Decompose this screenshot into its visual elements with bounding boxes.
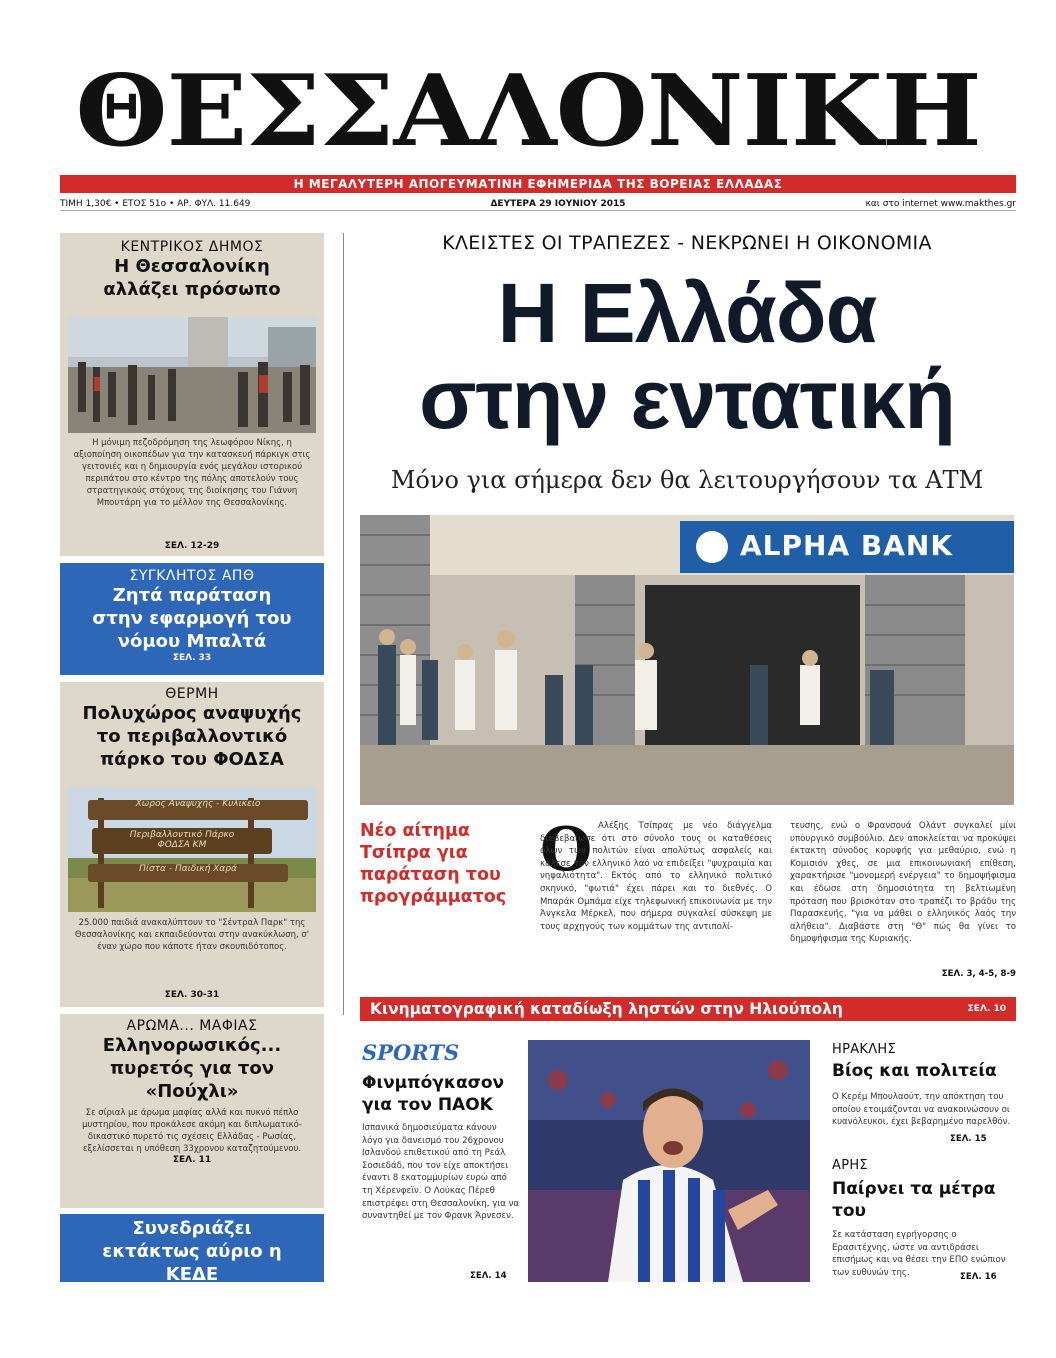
lead-column-1: Αλέξης Τσίπρας με νέο διάγγελμα διαβεβαίωσε ότι στο σύνολο τους οι καταθέσεις όλων των πολιτών είναι απολύτως ασφαλείς και κάλεσε τον ελληνικό λαό να επιδείξει "ψυχραιμία και νηφαλιότητα". Εκτός από το ελληνικό πολιτικό σκηνικό, "φωτιά" έχει πάρει και το διεθνές. Ο Μπαράκ Ομπάμα είχε τηλεφωνική επικοινωνία με την Άνγκελα Μέρκελ, που σήμερα συγκαλεί σύσκεψη με τους αρχηγούς των κομμάτων της αντιπολί- xyxy=(540,821,772,932)
sign-line-3: Πίστα - Παιδική Χαρά xyxy=(139,864,237,874)
story-headline: Πολυχώρος αναψυχής το περιβαλλοντικό πάρκο του ΦΟΔΣΑ xyxy=(82,703,302,770)
sidebar-story-kede[interactable] xyxy=(60,1214,324,1296)
sports-headline: Φινμπόγκασον για τον ΠΑΟΚ xyxy=(362,1073,505,1115)
football-player-photo xyxy=(528,1040,810,1282)
sidebar-story-center[interactable] xyxy=(60,233,324,556)
bank-sign-text: ALPHA BANK xyxy=(740,529,954,562)
story-page: ΣΕΛ. 33 xyxy=(172,653,212,663)
brief-text-iraklis: Ο Κερέμ Μπουλαούτ, την απόκτηση του οποίου ετοιμάζονται να ανακοινώσουν οι κυανόλευκοι, έχει βεβαρημένο παρελθόν. xyxy=(832,1092,1011,1128)
story-kicker: ΚΕΝΤΡΙΚΟΣ ΔΗΜΟΣ xyxy=(120,239,264,255)
story-kicker: ΣΥΓΚΛΗΤΟΣ ΑΠΘ xyxy=(129,568,255,584)
lead-pages: ΣΕΛ. 3, 4-5, 8-9 xyxy=(941,969,1016,979)
brief-headline-aris: Παίρνει τα μέτρα του xyxy=(832,1179,996,1221)
story-text: Σε σίριαλ με άρωμα μαφίας αλλά και πυκνό πέπλο μυστηρίου, που προκάλεσε ακόμη και διπλωματικό-δικαστικό πυρετό τις σχέσεις Ελλάδας - Ρωσίας, εξελίσσεται η υπόθεση 33χρονου καταζητούμενου. xyxy=(82,1108,302,1154)
info-bar xyxy=(60,197,1016,211)
issue-date: ΔΕΥΤΕΡΑ 29 ΙΟΥΝΙΟΥ 2015 xyxy=(490,198,626,209)
lead-column-2: τευσης, ενώ ο Φρανσουά Ολάντ συγκαλεί μίνι υπουργικό συμβούλιο. Δεν αποκλείεται να προκύψει έκτακτη σύνοδος κορυφής για μεθαύριο, ενώ η Κομισιόν χθες, σε μια επικοινωνιακή επίθεση, χαρακτήρισε "μονομερή ενέργεια" το δημοψήφισμα και έδωσε στη δημοσιότητα τη βελτιωμένη πρόταση που βρισκόταν στο τραπέζι το βράδυ της Παρασκευής, "για να μάθει ο ελληνικός λαός την αλήθεια". Διαβάστε στη "Θ" πώς θα γίνει το δημοψήφισμα της Κυριακής. xyxy=(790,821,1016,945)
price-info: ΤΙΜΗ 1,30€ • ΕΤΟΣ 51ο • ΑΡ. ΦΥΛ. 11.649 xyxy=(60,198,251,209)
story-page: ΣΕΛ. 30-31 xyxy=(164,990,220,1000)
promenade-photo xyxy=(68,317,316,433)
story-headline: Ζητά παράταση στην εφαρμογή του νόμου Μπαλτά xyxy=(92,585,292,652)
newspaper-title: ΘΕΣΣΑΛΟΝΙΚΗ xyxy=(75,54,981,169)
sign-line-1: Χώρος Αναψυχής - Κυλικείο xyxy=(135,799,261,809)
story-text: Η μόνιμη πεζοδρόμηση της λεωφόρου Νίκης, η αξιοποίηση οικοπέδων για την κατασκευή πάρκιγκ στις γειτονιές και η δημιουργία ενός μεγάλου ιστορικού περιπάτου στο κέντρο της πόλης αποτελούν τους στρατηγικούς στόχους της διοίκησης του Γιάννη Μπουτάρη για το μέλλον της Θεσσαλονίκης. xyxy=(73,438,311,508)
sports-label: SPORTS xyxy=(362,1040,460,1065)
story-page: ΣΕΛ. 10 xyxy=(172,1286,212,1296)
lead-sidehead: Νέο αίτημα Τσίπρα για παράταση του προγράμματος xyxy=(360,821,507,907)
story-headline: Συνεδριάζει εκτάκτως αύριο η ΚΕΔΕ xyxy=(102,1218,282,1285)
banner-page: ΣΕΛ. 10 xyxy=(967,1004,1006,1014)
story-headline: Ελληνορωσικός... πυρετός για τον «Πούχλι» xyxy=(102,1035,282,1102)
lead-headline-line2: στην εντατική xyxy=(419,352,955,446)
banner-headline: Κινηματογραφική καταδίωξη ληστών στην Ηλιούπολη xyxy=(370,1000,843,1018)
story-kicker: ΘΕΡΜΗ xyxy=(165,686,219,702)
tagline: Η ΜΕΓΑΛΥΤΕΡΗ ΑΠΟΓΕΥΜΑΤΙΝΗ ΕΦΗΜΕΡΙΔΑ ΤΗΣ ΒΟΡΕΙΑΣ ΕΛΛΑΔΑΣ xyxy=(60,175,1016,193)
story-kicker: ΑΡΩΜΑ... ΜΑΦΙΑΣ xyxy=(126,1018,258,1034)
story-page: ΣΕΛ. 11 xyxy=(172,1155,212,1165)
brief-page-aris: ΣΕΛ. 16 xyxy=(960,1272,997,1282)
banner-story[interactable] xyxy=(360,997,1016,1021)
story-text: 25.000 παιδιά ανακαλύπτουν το "Σέντραλ Παρκ" της Θεσσαλονίκης και εκπαιδεύονται στην ανακύκλωση, σ' έναν χώρο που κάποτε ήταν σκουπιδότοπος. xyxy=(74,918,310,952)
brief-page-iraklis: ΣΕΛ. 15 xyxy=(950,1134,987,1144)
sidebar-story-university[interactable] xyxy=(60,563,324,675)
sidebar-story-thermi[interactable] xyxy=(60,682,324,1007)
lead-headline xyxy=(360,266,1014,446)
lead-headline-line1: Η Ελλάδα xyxy=(497,266,877,360)
sports-page: ΣΕΛ. 14 xyxy=(470,1271,507,1281)
sidebar-story-mafia[interactable] xyxy=(60,1014,324,1208)
sports-text: Ισπανικά δημοσιεύματα κάνουν λόγο για δανεισμό του 26χρονου Ισλανδού επιθετικού από τη Ρεάλ Σοσιεδάδ, που τον είχε αποκτήσει έναντι 8 εκατομμυρίων ευρώ από τη Χέρενφεϊν. Ο Λούκας Πέρεθ επιστρέφει στη Θεσσαλονίκη, για να συναντηθεί με τον Φρανκ Άρνεσεν. xyxy=(362,1123,520,1222)
story-page: ΣΕΛ. 12-29 xyxy=(164,541,220,551)
lead-subhead: Μόνο για σήμερα δεν θα λειτουργήσουν τα ΑΤΜ xyxy=(390,466,984,494)
brief-headline-iraklis: Βίος και πολιτεία xyxy=(832,1061,997,1081)
brief-text-aris: Σε κατάσταση εγρήγορσης ο Ερασιτέχνης, ώστε να αντιδράσει επισήμως και να θέσει την ΕΠΟ ενώπιον των ευθυνών της. xyxy=(832,1230,1006,1278)
lead-kicker: ΚΛΕΙΣΤΕΣ ΟΙ ΤΡΑΠΕΖΕΣ - ΝΕΚΡΩΝΕΙ Η ΟΙΚΟΝΟΜΙΑ xyxy=(442,232,932,254)
story-headline: Η Θεσσαλονίκη αλλάζει πρόσωπο xyxy=(103,256,281,300)
brief-kicker-iraklis: ΗΡΑΚΛΗΣ xyxy=(832,1042,897,1057)
lead-dropcap: Ο xyxy=(540,815,593,885)
column-divider xyxy=(343,233,344,1015)
brief-kicker-aris: ΑΡΗΣ xyxy=(832,1158,868,1173)
website-link[interactable]: και στο internet www.makthes.gr xyxy=(865,198,1016,209)
sign-line-2: Περιβαλλοντικό Πάρκο ΦΟΔΣΑ ΚΜ xyxy=(129,830,235,850)
masthead xyxy=(0,54,1056,169)
